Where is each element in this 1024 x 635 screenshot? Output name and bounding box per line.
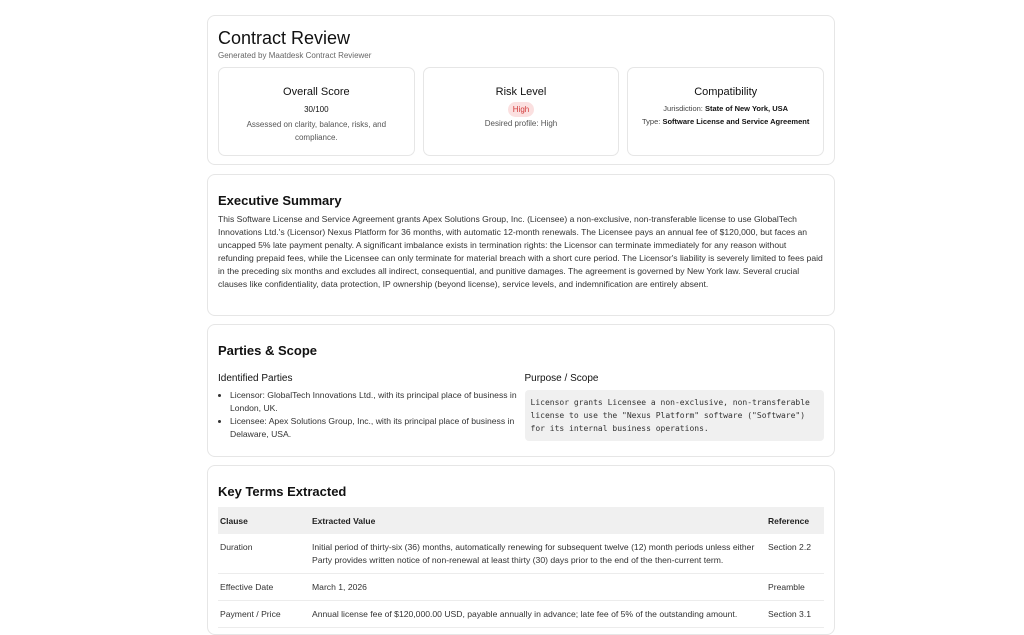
party-list	[218, 389, 518, 441]
header-card	[207, 15, 835, 165]
party-licensee: • Licensee: Apex Solutions Group, Inc., with its principal place of business in Delaware, USA.	[230, 415, 518, 441]
cell-clause: Payment / Price	[218, 601, 310, 628]
type-label: Type:	[642, 117, 661, 126]
compatibility-type	[628, 115, 823, 128]
purpose-scope-title: Purpose / Scope	[524, 373, 599, 384]
overall-score-value: 30/100	[304, 105, 329, 114]
identified-parties-section	[218, 372, 518, 441]
table-row	[218, 574, 824, 601]
cell-clause: Duration	[218, 534, 310, 574]
overall-score-card	[218, 67, 415, 156]
cell-value: Annual license fee of $120,000.00 USD, payable annually in advance; late fee of 5% of the outstanding amount.	[310, 601, 766, 628]
parties-scope-card	[207, 324, 835, 457]
column-header-value: Extracted Value	[310, 507, 766, 534]
parties-scope-title: Parties & Scope	[218, 343, 317, 358]
compatibility-jurisdiction	[628, 102, 823, 115]
table-header-row	[218, 507, 824, 534]
risk-level-badge: High	[508, 102, 534, 117]
key-terms-table	[218, 507, 824, 628]
column-header-reference: Reference	[766, 507, 824, 534]
risk-level-card	[423, 67, 620, 156]
identified-parties-title: Identified Parties	[218, 373, 293, 384]
jurisdiction-label: Jurisdiction:	[663, 104, 703, 113]
parties-columns	[218, 372, 824, 441]
party-licensor: • Licensor: GlobalTech Innovations Ltd., with its principal place of business in London, UK.	[230, 389, 518, 415]
purpose-scope-text: Licensor grants Licensee a non-exclusive, non-transferable license to use the "Nexus Platform" software ("Software") for its internal business operations.	[525, 390, 825, 441]
table-row	[218, 534, 824, 574]
risk-level-title: Risk Level	[495, 86, 547, 98]
overall-score-title: Overall Score	[283, 86, 350, 98]
cell-value: March 1, 2026	[310, 574, 766, 601]
cell-value: Initial period of thirty-six (36) months, automatically renewing for subsequent twelve (12) month periods unless either Party provides written notice of non-renewal at least thirty (30) days prior to the end of the then-current term.	[310, 534, 766, 574]
cell-clause: Effective Date	[218, 574, 310, 601]
executive-summary-title: Executive Summary	[218, 193, 342, 208]
key-terms-title: Key Terms Extracted	[218, 484, 347, 499]
page-title: Contract Review	[218, 28, 351, 48]
compatibility-card	[627, 67, 824, 156]
risk-desired-profile: Desired profile: High	[484, 119, 558, 128]
cell-reference: Preamble	[766, 574, 824, 601]
page-subtitle: Generated by Maatdesk Contract Reviewer	[218, 51, 372, 60]
metrics-row	[218, 67, 824, 156]
purpose-scope-section	[525, 372, 825, 441]
cell-reference: Section 2.2	[766, 534, 824, 574]
overall-score-description: Assessed on clarity, balance, risks, and compliance.	[246, 120, 387, 142]
jurisdiction-value: State of New York, USA	[704, 104, 789, 113]
column-header-clause: Clause	[218, 507, 310, 534]
type-value: Software License and Service Agreement	[662, 117, 810, 126]
cell-reference: Section 3.1	[766, 601, 824, 628]
executive-summary-card	[207, 174, 835, 316]
compatibility-title: Compatibility	[694, 86, 758, 98]
executive-summary-text: This Software License and Service Agreement grants Apex Solutions Group, Inc. (Licensee) a non-exclusive, non-transferable license to use GlobalTech Innovations Ltd.'s (Licensor) Nexus Platform for 36 months, with automatic 12-month renewals. The Licensee pays an annual fee of $120,000, but faces an uncapped 5% late payment penalty. A significant imbalance exists in termination rights: the Licensor can terminate immediately for any reason without refunding prepaid fees, while the Licensee can only terminate for material breach with a short cure period. The Licensor's liability is severely limited to fees paid in the preceding six months and excludes all indirect, consequential, and punitive damages. The agreement is governed by New York law. Several crucial clauses like confidentiality, data protection, IP ownership (beyond license), service levels, and indemnification are entirely absent.	[218, 214, 823, 289]
report-container	[207, 15, 835, 635]
key-terms-card	[207, 465, 835, 635]
table-row	[218, 601, 824, 628]
